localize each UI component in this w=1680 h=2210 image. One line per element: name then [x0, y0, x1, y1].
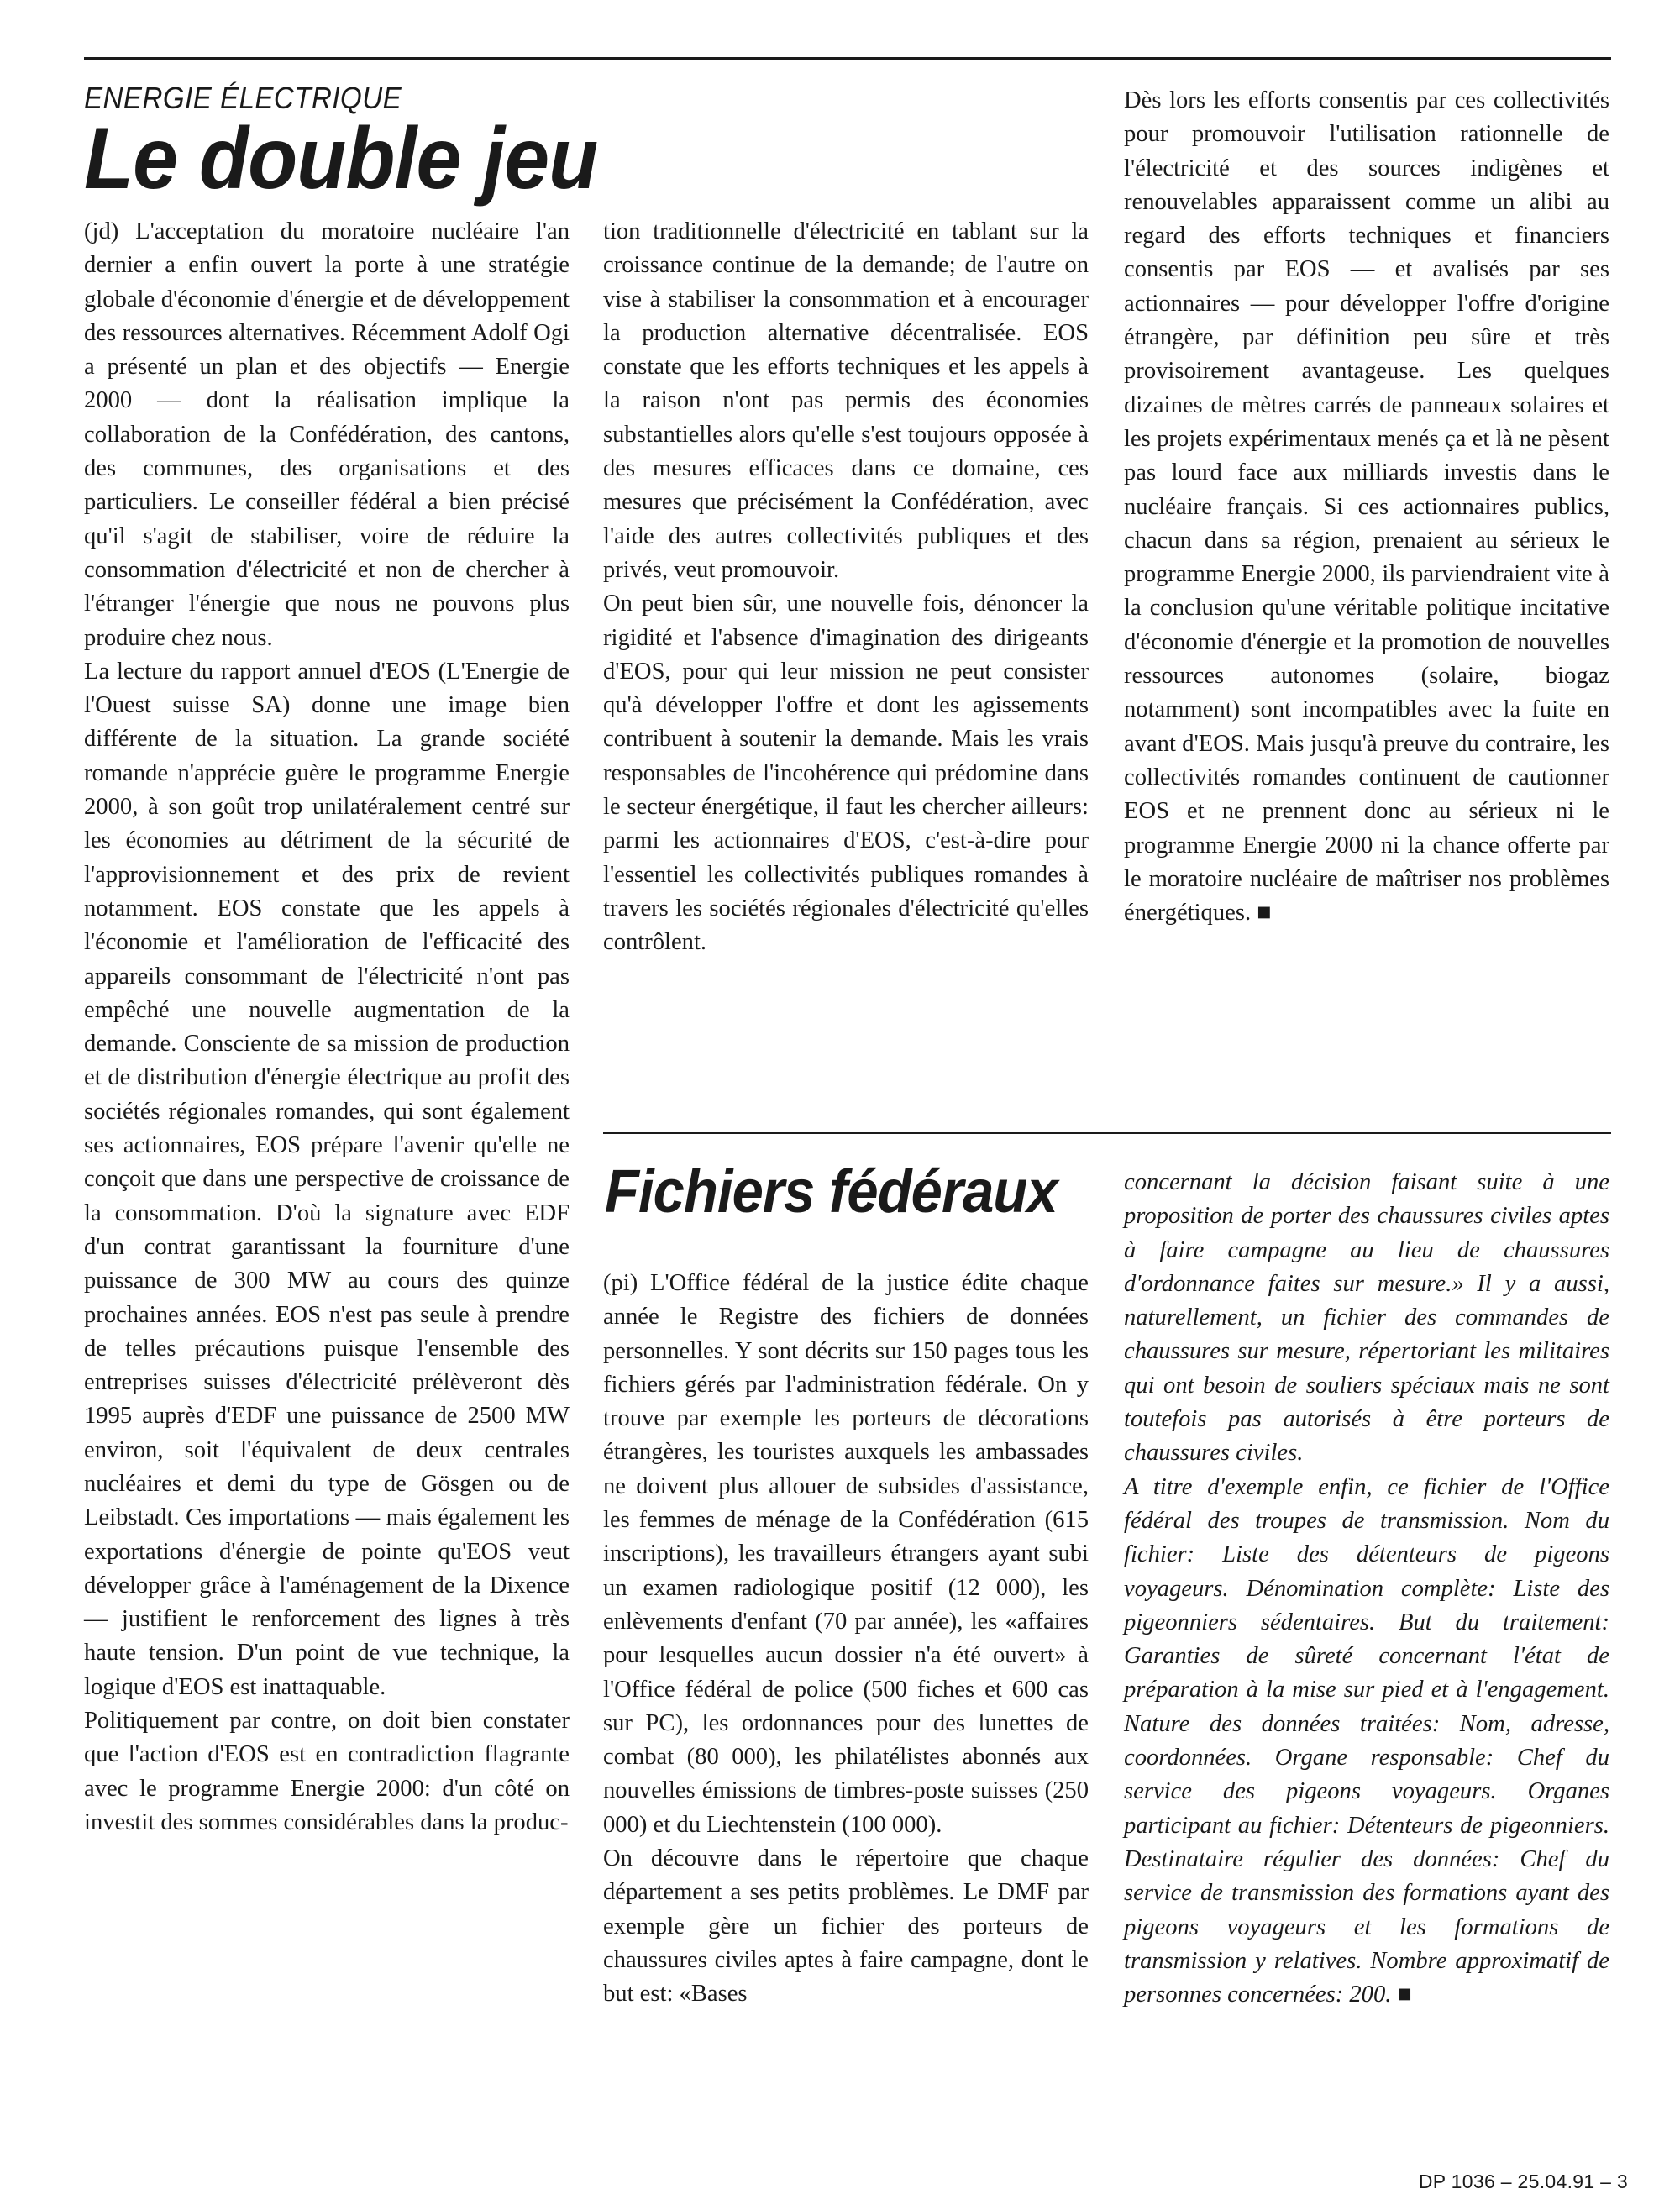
article1-column-1: [84, 215, 570, 1840]
paragraph: A titre d'exemple enfin, ce fichier de l'Office fédéral des troupes de transmission. Nom du fichier: Liste des détenteurs de pigeons voyageurs. Dénomination complète: Liste des pigeonniers sédentaires. But du traitement: Garanties de sûreté concernant l'état de préparation à la mise sur pied et à l'engagement. Nature des données traitées: Nom, adresse, coordonnées. Organe responsable: Chef du service des pigeons voyageurs. Organes participant au fichier: Détenteurs de pigeonniers. Destinataire régulier des données: Chef du service de transmission des formations ayant des pigeons voyageurs et les formations de transmission y relatives. Nombre approximatif de personnes concernées: 200. ■: [1124, 1473, 1609, 2008]
paragraph: (jd) L'acceptation du moratoire nucléaire l'an dernier a enfin ouvert la porte à une stratégie globale d'économie d'énergie et de développement des ressources alternatives. Récemment Adolf Ogi a présenté un plan et des objectifs — Energie 2000 — dont la réalisation implique la collaboration de la Confédération, des cantons, des communes, des organisations et des particuliers. Le conseiller fédéral a bien précisé qu'il s'agit de stabiliser, voire de réduire la consommation d'électricité et non de chercher à l'étranger l'énergie que nous ne pouvons plus produire chez nous.: [84, 218, 570, 651]
paragraph: (pi) L'Office fédéral de la justice édite chaque année le Registre des fichiers de données personnelles. Y sont décrits sur 150 pages tous les fichiers gérés par l'administration fédérale. On y trouve par exemple les porteurs de décorations étrangères, les touristes auxquels les ambassades ne doivent plus allouer de subsides d'assistance, les femmes de ménage de la Confédération (615 inscriptions), les travailleurs étrangers ayant subi un examen radiologique positif (12 000), les enlèvements d'enfant (70 par année), les «affaires pour lesquelles aucun dossier n'a été ouvert» à l'Office fédéral de police (500 fiches et 600 cas sur PC), les ordonnances pour des lunettes de combat (80 000), les philatélistes abonnés aux nouvelles émissions de timbres-poste suisses (250 000) et du Liechtenstein (100 000).: [603, 1270, 1089, 1838]
paragraph: On peut bien sûr, une nouvelle fois, dénoncer la rigidité et l'absence d'imagination des dirigeants d'EOS, pour qui leur mission ne peut consister qu'à développer l'offre et dont les agissements contribuent à soutenir la demande. Mais les vrais responsables de l'incohérence qui prédomine dans le secteur énergétique, il faut les chercher ailleurs: parmi les actionnaires d'EOS, c'est-à-dire pour l'essentiel les collectivités publiques romandes à travers les sociétés régionales d'électricité qu'elles contrôlent.: [603, 591, 1089, 956]
article1-column-3: [1124, 84, 1609, 930]
paragraph: concernant la décision faisant suite à une proposition de porter des chaussures civiles aptes à faire campagne au lieu de chaussures d'ordonnance faites sur mesure.» Il y a aussi, naturellement, un fichier des commandes de chaussures sur mesure, répertoriant les militaires qui ont besoin de souliers spéciaux mais ne sont toutefois pas autorisés à être porteurs de chaussures civiles.: [1124, 1169, 1609, 1467]
page-footer: DP 1036 – 25.04.91 – 3: [1418, 2171, 1628, 2192]
paragraph: Dès lors les efforts consentis par ces collectivités pour promouvoir l'utilisation rationnelle de l'électricité et des sources indigènes et renouvelables apparaissent comme un alibi au regard des efforts techniques et financiers consentis par EOS — et avalisés par ses actionnaires — pour développer l'offre d'origine étrangère, par définition peu sûre et très provisoirement avantageuse. Les quelques dizaines de mètres carrés de panneaux solaires et les projets expérimentaux menés ça et là ne pèsent pas lourd face aux milliards investis dans le nucléaire français. Si ces actionnaires publics, chacun dans sa région, prenaient au sérieux le programme Energie 2000, ils parviendraient vite à la conclusion qu'une véritable politique incitative d'économie d'énergie et la promotion de nouvelles ressources autonomes (solaire, biogaz notamment) sont incompatibles avec la fuite en avant d'EOS. Mais jusqu'à preuve du contraire, les collectivités romandes continuent de cautionner EOS et ne prennent donc au sérieux ni le programme Energie 2000 ni la chance offerte par le moratoire nucléaire de maîtriser nos problèmes énergétiques. ■: [1124, 87, 1609, 927]
article2-column-2: [1124, 1166, 1609, 2012]
top-rule: [84, 57, 1611, 60]
article-title: Le double jeu: [84, 110, 598, 207]
paragraph: tion traditionnelle d'électricité en tablant sur la croissance continue de la demande; de l'autre on vise à stabiliser la consommation et à encourager la production alternative décentralisée. EOS constate que les efforts techniques et les appels à la raison n'ont pas permis des économies substantielles alors qu'elle s'est toujours opposée à des mesures efficaces dans ce domaine, ces mesures que précisément la Confédération, avec l'aide des autres collectivités publiques et des privés, veut promouvoir.: [603, 218, 1089, 583]
paragraph: Politiquement par contre, on doit bien constater que l'action d'EOS est en contradiction flagrante avec le programme Energie 2000: d'un côté on investit des sommes considérables dans la produc-: [84, 1708, 570, 1835]
paragraph: La lecture du rapport annuel d'EOS (L'Energie de l'Ouest suisse SA) donne une image bien différente de la situation. La grande société romande n'apprécie guère le programme Energie 2000, à son goût trop unilatéralement centré sur les économies au détriment de la sécurité de l'approvisionnement et des prix de revient notamment. EOS constate que les appels à l'économie et l'amélioration de l'efficacité des appareils consommant de l'électricité n'ont pas empêché une nouvelle augmentation de la demande. Consciente de sa mission de production et de distribution d'énergie électrique au profit des sociétés régionales romandes, qui sont également ses actionnaires, EOS prépare l'avenir qu'elle ne conçoit que dans une perspective de croissance de la consommation. D'où la signature avec EDF d'un contrat garantissant la fourniture d'une puissance de 300 MW au cours des quinze prochaines années. EOS n'est pas seule à prendre de telles précautions puisque l'ensemble des entreprises suisses d'électricité prélèveront dès 1995 auprès d'EDF une puissance de 2500 MW environ, soit l'équivalent de deux centrales nucléaires et demi du type de Gösgen ou de Leibstadt. Ces importations — mais également les exportations d'énergie de pointe qu'EOS veut développer grâce à l'aménagement de la Dixence — justifient le renforcement des lignes à très haute tension. D'un point de vue technique, la logique d'EOS est inattaquable.: [84, 658, 570, 1700]
section-divider: [603, 1132, 1611, 1134]
article2-column-1: [603, 1267, 1089, 2012]
article-kicker: ENERGIE ÉLECTRIQUE: [84, 81, 402, 115]
article2-title: Fichiers fédéraux: [605, 1158, 1058, 1226]
article1-column-2: [603, 215, 1089, 960]
paragraph: On découvre dans le répertoire que chaque département a ses petits problèmes. Le DMF par exemple gère un fichier des porteurs de chaussures civiles aptes à faire campagne, dont le but est: «Bases: [603, 1845, 1089, 2008]
